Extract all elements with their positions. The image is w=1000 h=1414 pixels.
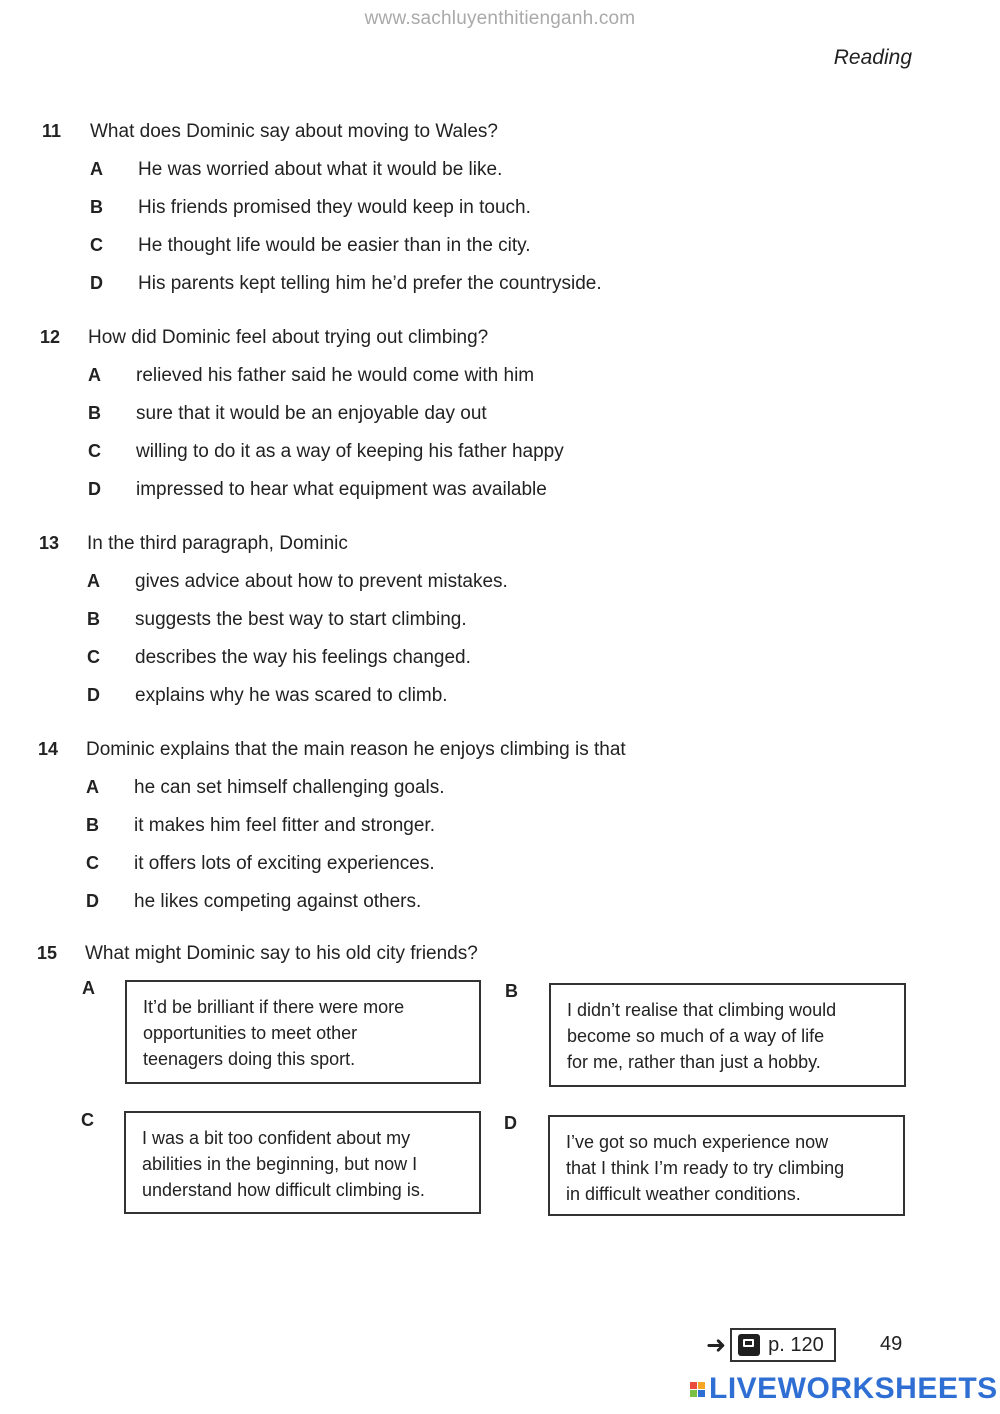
option-letter: C [87,647,100,667]
question-15 [37,943,937,973]
box-line: I’ve got so much experience now [566,1132,829,1152]
option-letter-d: D [504,1113,517,1133]
speaking-icon [738,1334,760,1356]
question-text: What might Dominic say to his old city friends? [85,943,478,964]
option-text: sure that it would be an enjoyable day out [136,403,487,424]
question-number: 13 [39,533,60,553]
option-text: it makes him feel fitter and stronger. [134,815,435,836]
option-letter: B [88,403,101,423]
option-box-b[interactable] [549,983,906,1087]
question-text: In the third paragraph, Dominic [87,533,348,554]
question-number: 15 [37,943,58,963]
question-number: 12 [40,327,61,347]
option-text: gives advice about how to prevent mistakes. [135,571,508,592]
option-letter: D [87,685,100,705]
option-letter: B [90,197,103,217]
section-title: Reading [833,46,912,69]
option-letter: C [88,441,101,461]
option-text: it offers lots of exciting experiences. [134,853,435,874]
box-line: I was a bit too confident about my [142,1128,411,1148]
option-text: His parents kept telling him he’d prefer the countryside. [138,273,602,294]
option-box-c[interactable] [124,1111,481,1214]
option-text: His friends promised they would keep in touch. [138,197,531,218]
box-line: that I think I’m ready to try climbing [566,1158,845,1178]
option-letter: B [87,609,100,629]
page-number: 49 [880,1333,903,1355]
option-text: describes the way his feelings changed. [135,647,471,668]
box-line: for me, rather than just a hobby. [567,1052,821,1072]
logo-text: LIVEWORKSHEETS [709,1372,998,1405]
option-text: suggests the best way to start climbing. [135,609,467,630]
box-line: abilities in the beginning, but now I [142,1154,418,1174]
reference-text: p. 120 [768,1333,824,1356]
option-letter-a: A [82,978,95,998]
question-number: 11 [42,121,62,141]
option-text: explains why he was scared to climb. [135,685,448,706]
box-line: I didn’t realise that climbing would [567,1000,837,1020]
option-box-a[interactable] [125,980,481,1084]
option-letter: D [90,273,103,293]
question-text: What does Dominic say about moving to Wales? [90,121,498,142]
page-reference[interactable] [706,1328,836,1362]
option-box-d[interactable] [548,1115,905,1216]
option-letter-b: B [505,981,518,1001]
box-line: teenagers doing this sport. [143,1049,356,1069]
option-letter: A [90,159,103,179]
option-text: He was worried about what it would be like. [138,159,503,180]
option-letter: A [87,571,100,591]
question-text: Dominic explains that the main reason he enjoys climbing is that [86,739,626,760]
watermark-url: www.sachluyenthitienganh.com [364,8,636,29]
option-letter: B [86,815,99,835]
arrow-right-icon: ➜ [706,1331,727,1359]
option-letter-c: C [81,1110,94,1130]
box-line: understand how difficult climbing is. [142,1180,425,1200]
box-line: in difficult weather conditions. [566,1184,801,1204]
question-text: How did Dominic feel about trying out climbing? [88,327,489,348]
liveworksheets-logo [690,1372,998,1406]
option-letter: C [90,235,103,255]
question-number: 14 [38,739,59,759]
box-line: It’d be brilliant if there were more [143,997,405,1017]
option-text: he can set himself challenging goals. [134,777,445,798]
option-text: impressed to hear what equipment was available [136,479,547,500]
option-letter: A [88,365,101,385]
box-line: become so much of a way of life [567,1026,825,1046]
reference-box[interactable] [730,1328,836,1362]
option-letter: A [86,777,99,797]
option-text: willing to do it as a way of keeping his father happy [136,441,564,462]
logo-squares-icon [690,1382,705,1397]
box-line: opportunities to meet other [143,1023,358,1043]
option-letter: C [86,853,99,873]
option-letter: D [88,479,101,499]
option-text: he likes competing against others. [134,891,422,912]
option-text: He thought life would be easier than in the city. [138,235,531,256]
option-text: relieved his father said he would come with him [136,365,535,386]
option-letter: D [86,891,99,911]
